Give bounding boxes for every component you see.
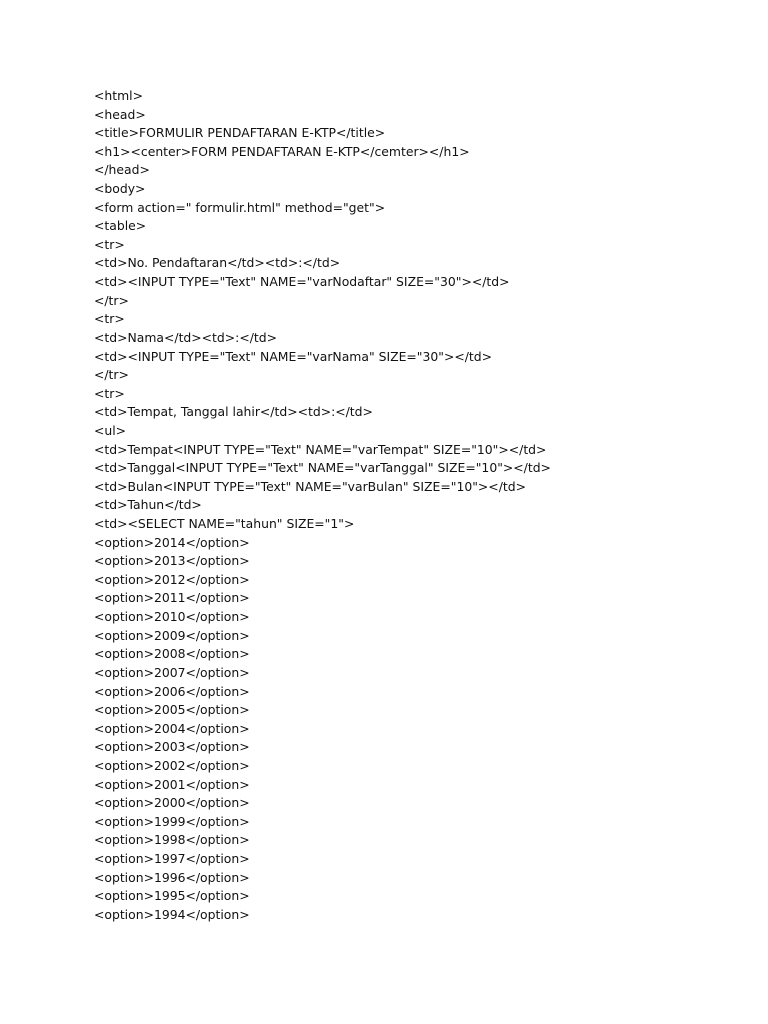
code-line: <h1><center>FORM PENDAFTARAN E-KTP</cemter></h1> <box>94 143 470 159</box>
code-line: <option>1998</option> <box>94 832 250 848</box>
code-line: <option>1996</option> <box>94 869 250 885</box>
code-line: <td>Tempat<INPUT TYPE="Text" NAME="varTempat" SIZE="10"></td> <box>94 441 547 457</box>
code-line: <option>2009</option> <box>94 627 250 643</box>
code-line: <option>2007</option> <box>94 664 250 680</box>
code-line: <option>2001</option> <box>94 776 250 792</box>
code-line: <option>2008</option> <box>94 646 250 662</box>
code-line: <td>Bulan<INPUT TYPE="Text" NAME="varBulan" SIZE="10"></td> <box>94 478 526 494</box>
code-line: <option>2014</option> <box>94 534 250 550</box>
code-line: <body> <box>94 181 146 197</box>
code-line: <td>Nama</td><td>:</td> <box>94 329 277 345</box>
code-line: <td><SELECT NAME="tahun" SIZE="1"> <box>94 516 355 532</box>
code-line: <tr> <box>94 311 125 327</box>
code-line: <tr> <box>94 236 125 252</box>
code-line: <option>2005</option> <box>94 702 250 718</box>
code-line: <option>1999</option> <box>94 813 250 829</box>
code-line: <td><INPUT TYPE="Text" NAME="varNodaftar" SIZE="30"></td> <box>94 274 510 290</box>
code-line: <td>Tahun</td> <box>94 497 202 513</box>
code-line: <option>1994</option> <box>94 906 250 922</box>
code-line: <td>Tempat, Tanggal lahir</td><td>:</td> <box>94 404 373 420</box>
code-line: <option>2011</option> <box>94 590 250 606</box>
code-line: <table> <box>94 218 147 234</box>
code-line: </tr> <box>94 292 129 308</box>
code-line: <tr> <box>94 385 125 401</box>
code-line: <option>2000</option> <box>94 795 250 811</box>
code-line: <option>2006</option> <box>94 683 250 699</box>
code-line: <ul> <box>94 422 127 438</box>
code-line: <option>2010</option> <box>94 609 250 625</box>
code-line: <td><INPUT TYPE="Text" NAME="varNama" SIZE="30"></td> <box>94 348 493 364</box>
code-line: <td>Tanggal<INPUT TYPE="Text" NAME="varTanggal" SIZE="10"></td> <box>94 460 551 476</box>
code-line: <td>No. Pendaftaran</td><td>:</td> <box>94 255 341 271</box>
code-line: <head> <box>94 106 146 122</box>
code-line: <form action=" formulir.html" method="get"> <box>94 199 386 215</box>
code-line: <option>2002</option> <box>94 757 250 773</box>
code-line: <option>1995</option> <box>94 888 250 904</box>
code-line: <option>1997</option> <box>94 850 250 866</box>
code-line: </tr> <box>94 367 129 383</box>
code-line: </head> <box>94 162 150 178</box>
html-source-code <box>94 87 734 924</box>
code-line: <option>2003</option> <box>94 739 250 755</box>
code-line: <option>2004</option> <box>94 720 250 736</box>
code-line: <option>2012</option> <box>94 571 250 587</box>
code-line: <title>FORMULIR PENDAFTARAN E-KTP</title> <box>94 125 386 141</box>
code-line: <option>2013</option> <box>94 553 250 569</box>
code-line: <html> <box>94 88 143 103</box>
